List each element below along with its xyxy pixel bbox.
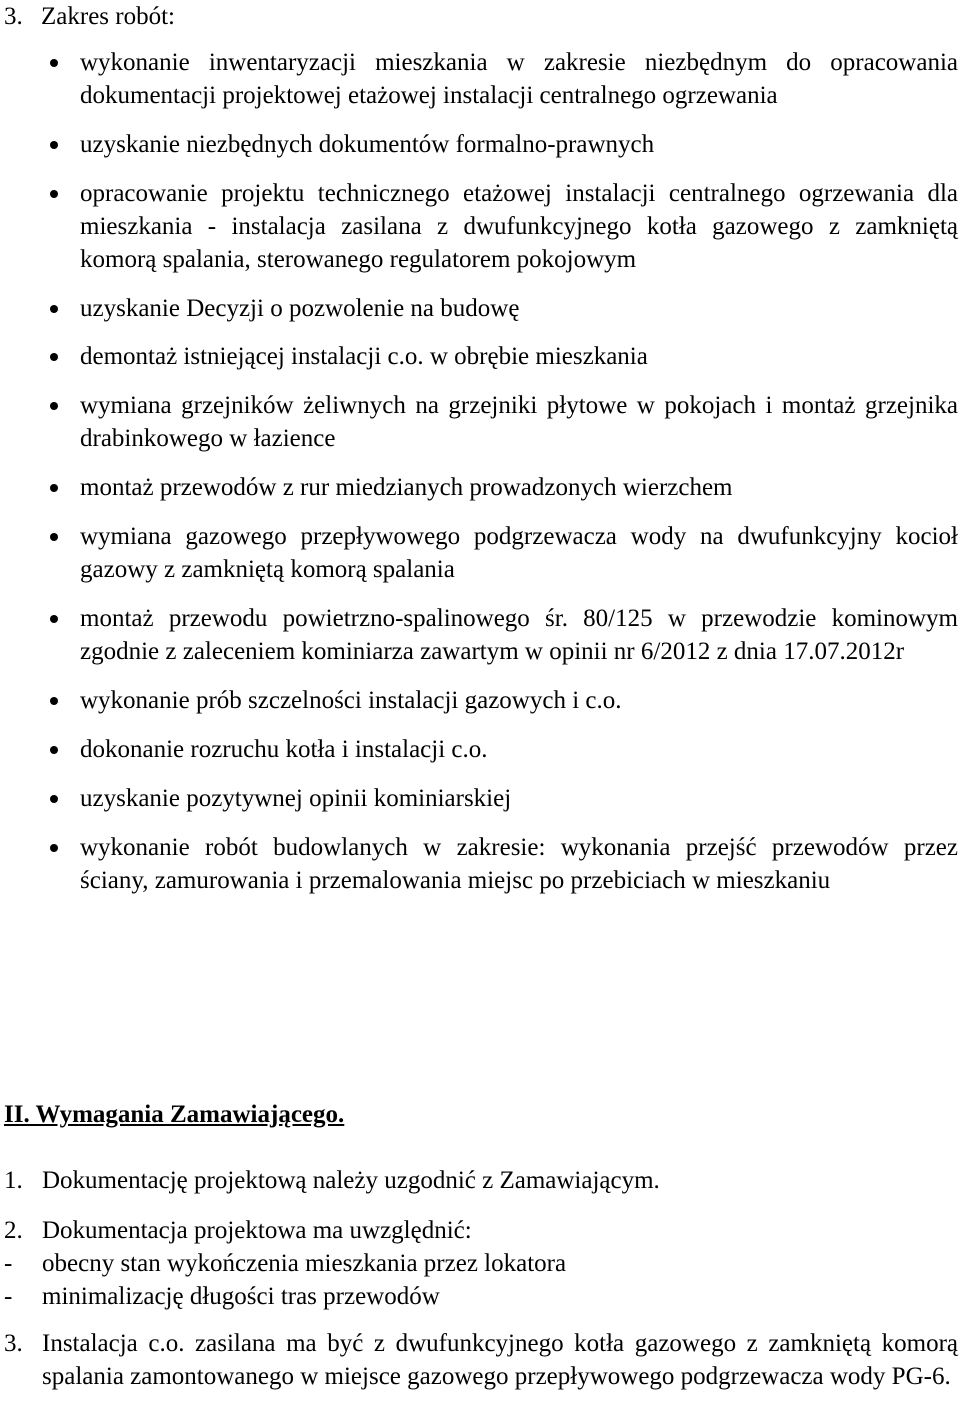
dash-marker: - [4,1283,13,1310]
bullet-icon [50,59,58,67]
requirement-item [0,1214,960,1313]
requirement-subitems [4,1247,958,1313]
list-item-text: wykonanie prób szczelności instalacji gazowych i c.o. [80,687,622,714]
section-3-number: 3. [4,3,23,30]
list-item [0,782,960,815]
requirement-item [0,1164,960,1197]
bullet-icon [50,141,58,149]
list-item [0,602,960,668]
list-item-text: uzyskanie pozytywnej opinii kominiarskiej [80,785,512,812]
list-item [0,128,960,161]
requirements-list [0,1164,960,1393]
bullet-icon [50,697,58,705]
bullet-icon [50,484,58,492]
list-item-text: wymiana gazowego przepływowego podgrzewacza wody na dwufunkcyjny kocioł gazowy z zamkniętą komorą spalania [80,523,958,583]
requirement-number: 2. [4,1217,23,1244]
section-3-heading [4,0,175,33]
scope-of-work-list [0,46,960,913]
subitem [4,1247,958,1280]
list-item-text: wymiana grzejników żeliwnych na grzejniki płytowe w pokojach i montaż grzejnika drabinkowego w łazience [80,392,958,452]
list-item [0,831,960,897]
requirement-text: Dokumentacja projektowa ma uwzględnić: [42,1217,472,1244]
list-item-text: wykonanie robót budowlanych w zakresie: wykonania przejść przewodów przez ściany, zamurowania i przemalowania miejsc po przebiciach w mieszkaniu [80,834,958,894]
list-item [0,340,960,373]
section-3-title: Zakres robót: [41,3,175,30]
list-item-text: dokonanie rozruchu kotła i instalacji c.o. [80,736,488,763]
list-item-text: montaż przewodu powietrzno-spalinowego śr. 80/125 w przewodzie kominowym zgodnie z zaleceniem kominiarza zawartym w opinii nr 6/2012 z dnia 17.07.2012r [80,605,958,665]
subitem [4,1280,958,1313]
requirement-number: 3. [4,1330,23,1357]
list-item-text: wykonanie inwentaryzacji mieszkania w zakresie niezbędnym do opracowania dokumentacji projektowej etażowej instalacji centralnego ogrzewania [80,49,958,109]
section-ii-heading: II. Wymagania Zamawiającego. [4,1101,345,1128]
requirement-text: Dokumentację projektową należy uzgodnić z Zamawiającym. [42,1167,660,1194]
list-item [0,471,960,504]
bullet-icon [50,746,58,754]
list-item [0,177,960,276]
bullet-icon [50,795,58,803]
list-item [0,684,960,717]
list-item-text: uzyskanie niezbędnych dokumentów formalno-prawnych [80,131,655,158]
list-item-text: montaż przewodów z rur miedzianych prowadzonych wierzchem [80,474,733,501]
list-item-text: opracowanie projektu technicznego etażowej instalacji centralnego ogrzewania dla mieszkania - instalacja zasilana z dwufunkcyjnego kotła gazowego z zamkniętą komorą spalania, sterowanego regulatorem pokojowym [80,180,958,273]
requirement-item [0,1327,960,1393]
bullet-icon [50,190,58,198]
list-item [0,733,960,766]
bullet-icon [50,533,58,541]
requirement-number: 1. [4,1167,23,1194]
list-item [0,520,960,586]
subitem-text: obecny stan wykończenia mieszkania przez lokatora [42,1250,567,1277]
dash-marker: - [4,1250,13,1277]
bullet-icon [50,844,58,852]
list-item [0,292,960,325]
subitem-text: minimalizację długości tras przewodów [42,1283,440,1310]
bullet-icon [50,402,58,410]
bullet-icon [50,353,58,361]
list-item-text: demontaż istniejącej instalacji c.o. w obrębie mieszkania [80,343,648,370]
list-item [0,46,960,112]
bullet-icon [50,615,58,623]
requirement-text: Instalacja c.o. zasilana ma być z dwufunkcyjnego kotła gazowego z zamkniętą komorą spalania zamontowanego w miejsce gazowego przepływowego podgrzewacza wody PG-6. [42,1330,958,1390]
list-item-text: uzyskanie Decyzji o pozwolenie na budowę [80,295,520,322]
list-item [0,389,960,455]
bullet-icon [50,305,58,313]
